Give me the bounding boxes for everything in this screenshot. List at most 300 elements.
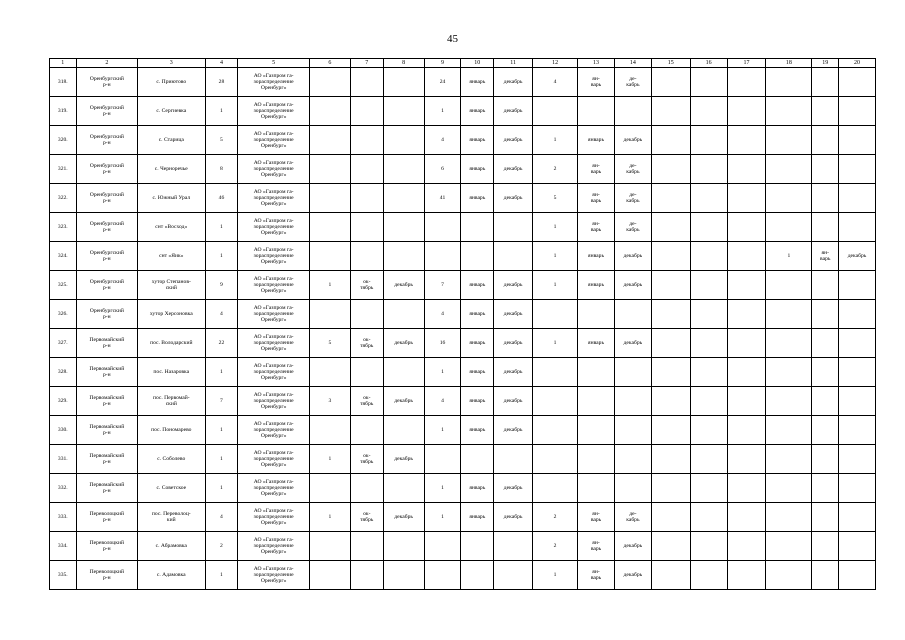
table-cell (461, 445, 494, 474)
table-cell: январь (578, 126, 615, 155)
table-cell (727, 155, 766, 184)
table-cell (766, 358, 812, 387)
table-cell (812, 213, 839, 242)
table-cell (766, 97, 812, 126)
table-cell (461, 213, 494, 242)
table-cell (651, 503, 690, 532)
table-cell: декабрь (494, 358, 533, 387)
table-cell (690, 213, 727, 242)
table-cell: АО «Газпром га- зораспределение Оренбург» (238, 184, 310, 213)
table-cell (812, 271, 839, 300)
table-cell: АО «Газпром га- зораспределение Оренбург» (238, 300, 310, 329)
table-cell (766, 68, 812, 97)
table-cell: 46 (205, 184, 238, 213)
table-cell (690, 300, 727, 329)
table-cell: АО «Газпром га- зораспределение Оренбург» (238, 68, 310, 97)
table-cell (812, 68, 839, 97)
table-cell: 7 (424, 271, 461, 300)
table-cell: Оренбургский р-н (76, 97, 137, 126)
table-cell (383, 68, 424, 97)
table-row (50, 532, 876, 561)
table-cell: декабрь (614, 532, 651, 561)
table-cell (690, 474, 727, 503)
table-row (50, 300, 876, 329)
table-cell (651, 561, 690, 590)
table-cell: ян- варь (812, 242, 839, 271)
table-cell: де- кабрь (614, 184, 651, 213)
table-cell (350, 242, 383, 271)
table-cell (690, 329, 727, 358)
table-cell: с. Черноречье (138, 155, 206, 184)
table-cell: АО «Газпром га- зораспределение Оренбург» (238, 213, 310, 242)
table-cell (766, 155, 812, 184)
table-cell: декабрь (494, 155, 533, 184)
table-cell (309, 242, 350, 271)
table-cell (812, 416, 839, 445)
table-cell (309, 561, 350, 590)
table-cell (350, 561, 383, 590)
table-cell (578, 358, 615, 387)
table-cell (839, 474, 876, 503)
table-cell (350, 97, 383, 126)
table-cell: декабрь (494, 300, 533, 329)
table-cell: с. Южный Урал (138, 184, 206, 213)
table-cell: 325. (50, 271, 77, 300)
table-cell: январь (578, 271, 615, 300)
table-cell (651, 184, 690, 213)
table-cell (839, 329, 876, 358)
table-cell (578, 474, 615, 503)
table-cell (812, 503, 839, 532)
table-cell (350, 300, 383, 329)
table-cell (614, 97, 651, 126)
table-row (50, 155, 876, 184)
table-row (50, 97, 876, 126)
table-cell (766, 532, 812, 561)
table-cell (533, 300, 578, 329)
table-cell: 320. (50, 126, 77, 155)
table-cell: январь (578, 242, 615, 271)
table-cell: 28 (205, 68, 238, 97)
table-cell (383, 416, 424, 445)
table-cell: пос. Пономарево (138, 416, 206, 445)
table-cell: ян- варь (578, 68, 615, 97)
table-row (50, 126, 876, 155)
table-cell (839, 445, 876, 474)
table-cell: 22 (205, 329, 238, 358)
data-table (49, 58, 876, 590)
table-cell: 322. (50, 184, 77, 213)
table-cell (812, 474, 839, 503)
table-cell: АО «Газпром га- зораспределение Оренбург» (238, 503, 310, 532)
table-cell: 326. (50, 300, 77, 329)
table-cell (727, 387, 766, 416)
table-cell: декабрь (494, 184, 533, 213)
table-cell (690, 97, 727, 126)
table-cell: Оренбургский р-н (76, 68, 137, 97)
table-cell: январь (461, 416, 494, 445)
table-row (50, 184, 876, 213)
table-cell (812, 97, 839, 126)
table-cell: Первомайский р-н (76, 445, 137, 474)
table-cell: хутор Степанов- ский (138, 271, 206, 300)
table-cell: декабрь (494, 271, 533, 300)
table-cell: 24 (424, 68, 461, 97)
table-cell: январь (461, 155, 494, 184)
table-cell (383, 97, 424, 126)
table-cell: 2 (205, 532, 238, 561)
table-cell: 329. (50, 387, 77, 416)
table-cell: 9 (205, 271, 238, 300)
table-cell (494, 213, 533, 242)
table-cell: 1 (533, 561, 578, 590)
table-cell (690, 68, 727, 97)
column-header-14: 14 (614, 59, 651, 68)
table-cell: ок- тябрь (350, 329, 383, 358)
table-cell (690, 271, 727, 300)
table-cell (766, 184, 812, 213)
table-cell (614, 416, 651, 445)
table-cell (690, 242, 727, 271)
table-cell (578, 97, 615, 126)
table-cell: с. Соболево (138, 445, 206, 474)
table-cell: 328. (50, 358, 77, 387)
table-cell (350, 184, 383, 213)
table-cell (309, 68, 350, 97)
table-cell: 1 (205, 474, 238, 503)
table-cell (309, 126, 350, 155)
table-row (50, 68, 876, 97)
column-header-15: 15 (651, 59, 690, 68)
table-cell: 1 (205, 445, 238, 474)
table-cell (309, 358, 350, 387)
table-cell: декабрь (494, 416, 533, 445)
column-header-2: 2 (76, 59, 137, 68)
table-cell (727, 474, 766, 503)
table-cell (766, 474, 812, 503)
table-cell (651, 68, 690, 97)
table-cell: де- кабрь (614, 155, 651, 184)
table-cell (690, 155, 727, 184)
table-cell: декабрь (614, 126, 651, 155)
table-cell (494, 445, 533, 474)
table-cell: пос. Первомай- ский (138, 387, 206, 416)
table-row (50, 474, 876, 503)
table-cell: ян- варь (578, 213, 615, 242)
table-cell (690, 445, 727, 474)
table-row (50, 561, 876, 590)
table-cell (812, 329, 839, 358)
table-cell: декабрь (494, 97, 533, 126)
table-cell (727, 300, 766, 329)
table-cell (309, 213, 350, 242)
table-cell (533, 97, 578, 126)
table-row (50, 358, 876, 387)
table-cell (727, 416, 766, 445)
table-cell (651, 97, 690, 126)
column-header-10: 10 (461, 59, 494, 68)
table-cell: декабрь (494, 329, 533, 358)
table-cell (727, 97, 766, 126)
table-cell: 333. (50, 503, 77, 532)
column-header-4: 4 (205, 59, 238, 68)
table-cell (812, 532, 839, 561)
table-cell: Оренбургский р-н (76, 242, 137, 271)
table-cell (727, 213, 766, 242)
table-cell (727, 126, 766, 155)
table-cell (812, 155, 839, 184)
table-cell (383, 155, 424, 184)
table-cell: Оренбургский р-н (76, 300, 137, 329)
table-cell: ок- тябрь (350, 387, 383, 416)
table-cell (309, 184, 350, 213)
table-cell: 330. (50, 416, 77, 445)
table-cell: 1 (533, 271, 578, 300)
column-header-18: 18 (766, 59, 812, 68)
table-cell: 1 (424, 97, 461, 126)
table-cell: 4 (533, 68, 578, 97)
table-cell: АО «Газпром га- зораспределение Оренбург» (238, 126, 310, 155)
table-cell: декабрь (383, 445, 424, 474)
table-row (50, 387, 876, 416)
table-cell (651, 300, 690, 329)
table-cell: ок- тябрь (350, 271, 383, 300)
table-cell (766, 271, 812, 300)
table-cell (651, 329, 690, 358)
table-cell: декабрь (494, 387, 533, 416)
table-cell (812, 561, 839, 590)
table-cell: 321. (50, 155, 77, 184)
table-cell (766, 329, 812, 358)
table-cell (766, 387, 812, 416)
table-cell: 1 (205, 358, 238, 387)
table-cell (839, 358, 876, 387)
table-cell: АО «Газпром га- зораспределение Оренбург» (238, 416, 310, 445)
table-cell: 1 (309, 503, 350, 532)
table-cell: 4 (424, 300, 461, 329)
table-cell: декабрь (383, 503, 424, 532)
table-cell: январь (578, 329, 615, 358)
table-cell: пос. Володарский (138, 329, 206, 358)
table-cell (424, 532, 461, 561)
table-cell: Первомайский р-н (76, 474, 137, 503)
table-cell: 1 (533, 242, 578, 271)
column-header-12: 12 (533, 59, 578, 68)
column-header-7: 7 (350, 59, 383, 68)
table-cell (614, 300, 651, 329)
table-cell (766, 503, 812, 532)
table-cell (614, 474, 651, 503)
table-row (50, 445, 876, 474)
table-cell (690, 561, 727, 590)
table-cell: 41 (424, 184, 461, 213)
table-cell: 318. (50, 68, 77, 97)
table-row (50, 271, 876, 300)
table-cell: Первомайский р-н (76, 358, 137, 387)
table-cell (309, 155, 350, 184)
table-cell (350, 155, 383, 184)
table-cell (727, 271, 766, 300)
table-cell: декабрь (383, 329, 424, 358)
table-cell (690, 184, 727, 213)
table-cell: ок- тябрь (350, 503, 383, 532)
table-cell: с. Абрамовка (138, 532, 206, 561)
table-cell: декабрь (383, 387, 424, 416)
table-cell: 1 (205, 242, 238, 271)
table-cell (383, 184, 424, 213)
table-cell (350, 126, 383, 155)
table-cell (350, 68, 383, 97)
table-cell (350, 358, 383, 387)
table-cell (651, 387, 690, 416)
table-cell (350, 474, 383, 503)
table-cell (494, 532, 533, 561)
header-row (50, 59, 876, 68)
table-cell (727, 242, 766, 271)
table-cell (727, 503, 766, 532)
table-cell: 1 (205, 97, 238, 126)
column-header-6: 6 (309, 59, 350, 68)
table-cell: 1 (424, 503, 461, 532)
table-cell: с. Приютово (138, 68, 206, 97)
table-cell (651, 155, 690, 184)
table-cell (766, 126, 812, 155)
table-cell (461, 561, 494, 590)
table-cell: АО «Газпром га- зораспределение Оренбург» (238, 242, 310, 271)
column-header-8: 8 (383, 59, 424, 68)
table-cell: 6 (424, 155, 461, 184)
table-cell: 335. (50, 561, 77, 590)
table-row (50, 242, 876, 271)
table-cell (690, 358, 727, 387)
table-cell (461, 532, 494, 561)
table-cell: ян- варь (578, 184, 615, 213)
table-cell: 332. (50, 474, 77, 503)
table-cell: Переволоцкий р-н (76, 561, 137, 590)
table-cell (424, 213, 461, 242)
table-cell: декабрь (839, 242, 876, 271)
table-cell (533, 474, 578, 503)
table-cell: ок- тябрь (350, 445, 383, 474)
table-cell (651, 474, 690, 503)
table-cell: снт «Яик» (138, 242, 206, 271)
table-cell (727, 68, 766, 97)
table-cell (533, 387, 578, 416)
table-cell: 1 (309, 271, 350, 300)
table-cell (727, 329, 766, 358)
table-cell: 4 (424, 387, 461, 416)
table-cell: АО «Газпром га- зораспределение Оренбург» (238, 97, 310, 126)
table-cell: декабрь (494, 68, 533, 97)
column-header-20: 20 (839, 59, 876, 68)
table-cell: декабрь (494, 474, 533, 503)
table-cell (614, 445, 651, 474)
table-cell: де- кабрь (614, 213, 651, 242)
table-cell (812, 387, 839, 416)
table-cell (766, 561, 812, 590)
table-cell: де- кабрь (614, 503, 651, 532)
table-row (50, 213, 876, 242)
table-cell: 1 (309, 445, 350, 474)
table-cell: декабрь (614, 561, 651, 590)
table-cell: пос. Назаровка (138, 358, 206, 387)
table-cell: 4 (205, 503, 238, 532)
column-header-5: 5 (238, 59, 310, 68)
table-cell: декабрь (614, 329, 651, 358)
table-row (50, 416, 876, 445)
table-cell (812, 184, 839, 213)
table-cell (839, 155, 876, 184)
table-cell (766, 445, 812, 474)
column-header-9: 9 (424, 59, 461, 68)
table-cell (383, 474, 424, 503)
table-cell: 4 (424, 126, 461, 155)
table-cell (383, 126, 424, 155)
table-cell: АО «Газпром га- зораспределение Оренбург» (238, 387, 310, 416)
table-cell (533, 358, 578, 387)
table-cell: с. Адамовка (138, 561, 206, 590)
table-cell (766, 213, 812, 242)
table-cell (309, 474, 350, 503)
table-cell (614, 387, 651, 416)
table-cell (651, 213, 690, 242)
table-cell (690, 503, 727, 532)
table-cell: Оренбургский р-н (76, 155, 137, 184)
table-cell: декабрь (383, 271, 424, 300)
table-cell (533, 416, 578, 445)
table-cell (424, 445, 461, 474)
table-cell (839, 532, 876, 561)
table-cell (651, 532, 690, 561)
table-cell: январь (461, 358, 494, 387)
table-cell (766, 416, 812, 445)
table-cell (651, 126, 690, 155)
column-header-1: 1 (50, 59, 77, 68)
table-cell (812, 445, 839, 474)
table-cell: 1 (424, 358, 461, 387)
table-cell: АО «Газпром га- зораспределение Оренбург» (238, 155, 310, 184)
table-cell (812, 358, 839, 387)
table-cell: январь (461, 387, 494, 416)
table-cell: пос. Переволоц- кий (138, 503, 206, 532)
table-cell (727, 184, 766, 213)
table-cell: ян- варь (578, 561, 615, 590)
table-cell: Оренбургский р-н (76, 213, 137, 242)
table-cell (461, 242, 494, 271)
table-cell (383, 242, 424, 271)
table-cell (812, 300, 839, 329)
table-cell (578, 445, 615, 474)
table-cell: 5 (309, 329, 350, 358)
table-row (50, 503, 876, 532)
table-cell: 1 (205, 416, 238, 445)
table-cell: 1 (533, 329, 578, 358)
table-cell: 5 (205, 126, 238, 155)
table-cell (766, 300, 812, 329)
table-cell (839, 97, 876, 126)
table-cell: Первомайский р-н (76, 416, 137, 445)
table-cell: АО «Газпром га- зораспределение Оренбург» (238, 561, 310, 590)
table-cell: де- кабрь (614, 68, 651, 97)
table-cell (424, 561, 461, 590)
table-cell: 319. (50, 97, 77, 126)
column-header-11: 11 (494, 59, 533, 68)
table-cell: январь (461, 300, 494, 329)
table-cell: АО «Газпром га- зораспределение Оренбург» (238, 329, 310, 358)
table-cell: ян- варь (578, 155, 615, 184)
table-body (50, 68, 876, 590)
table-cell: декабрь (614, 242, 651, 271)
